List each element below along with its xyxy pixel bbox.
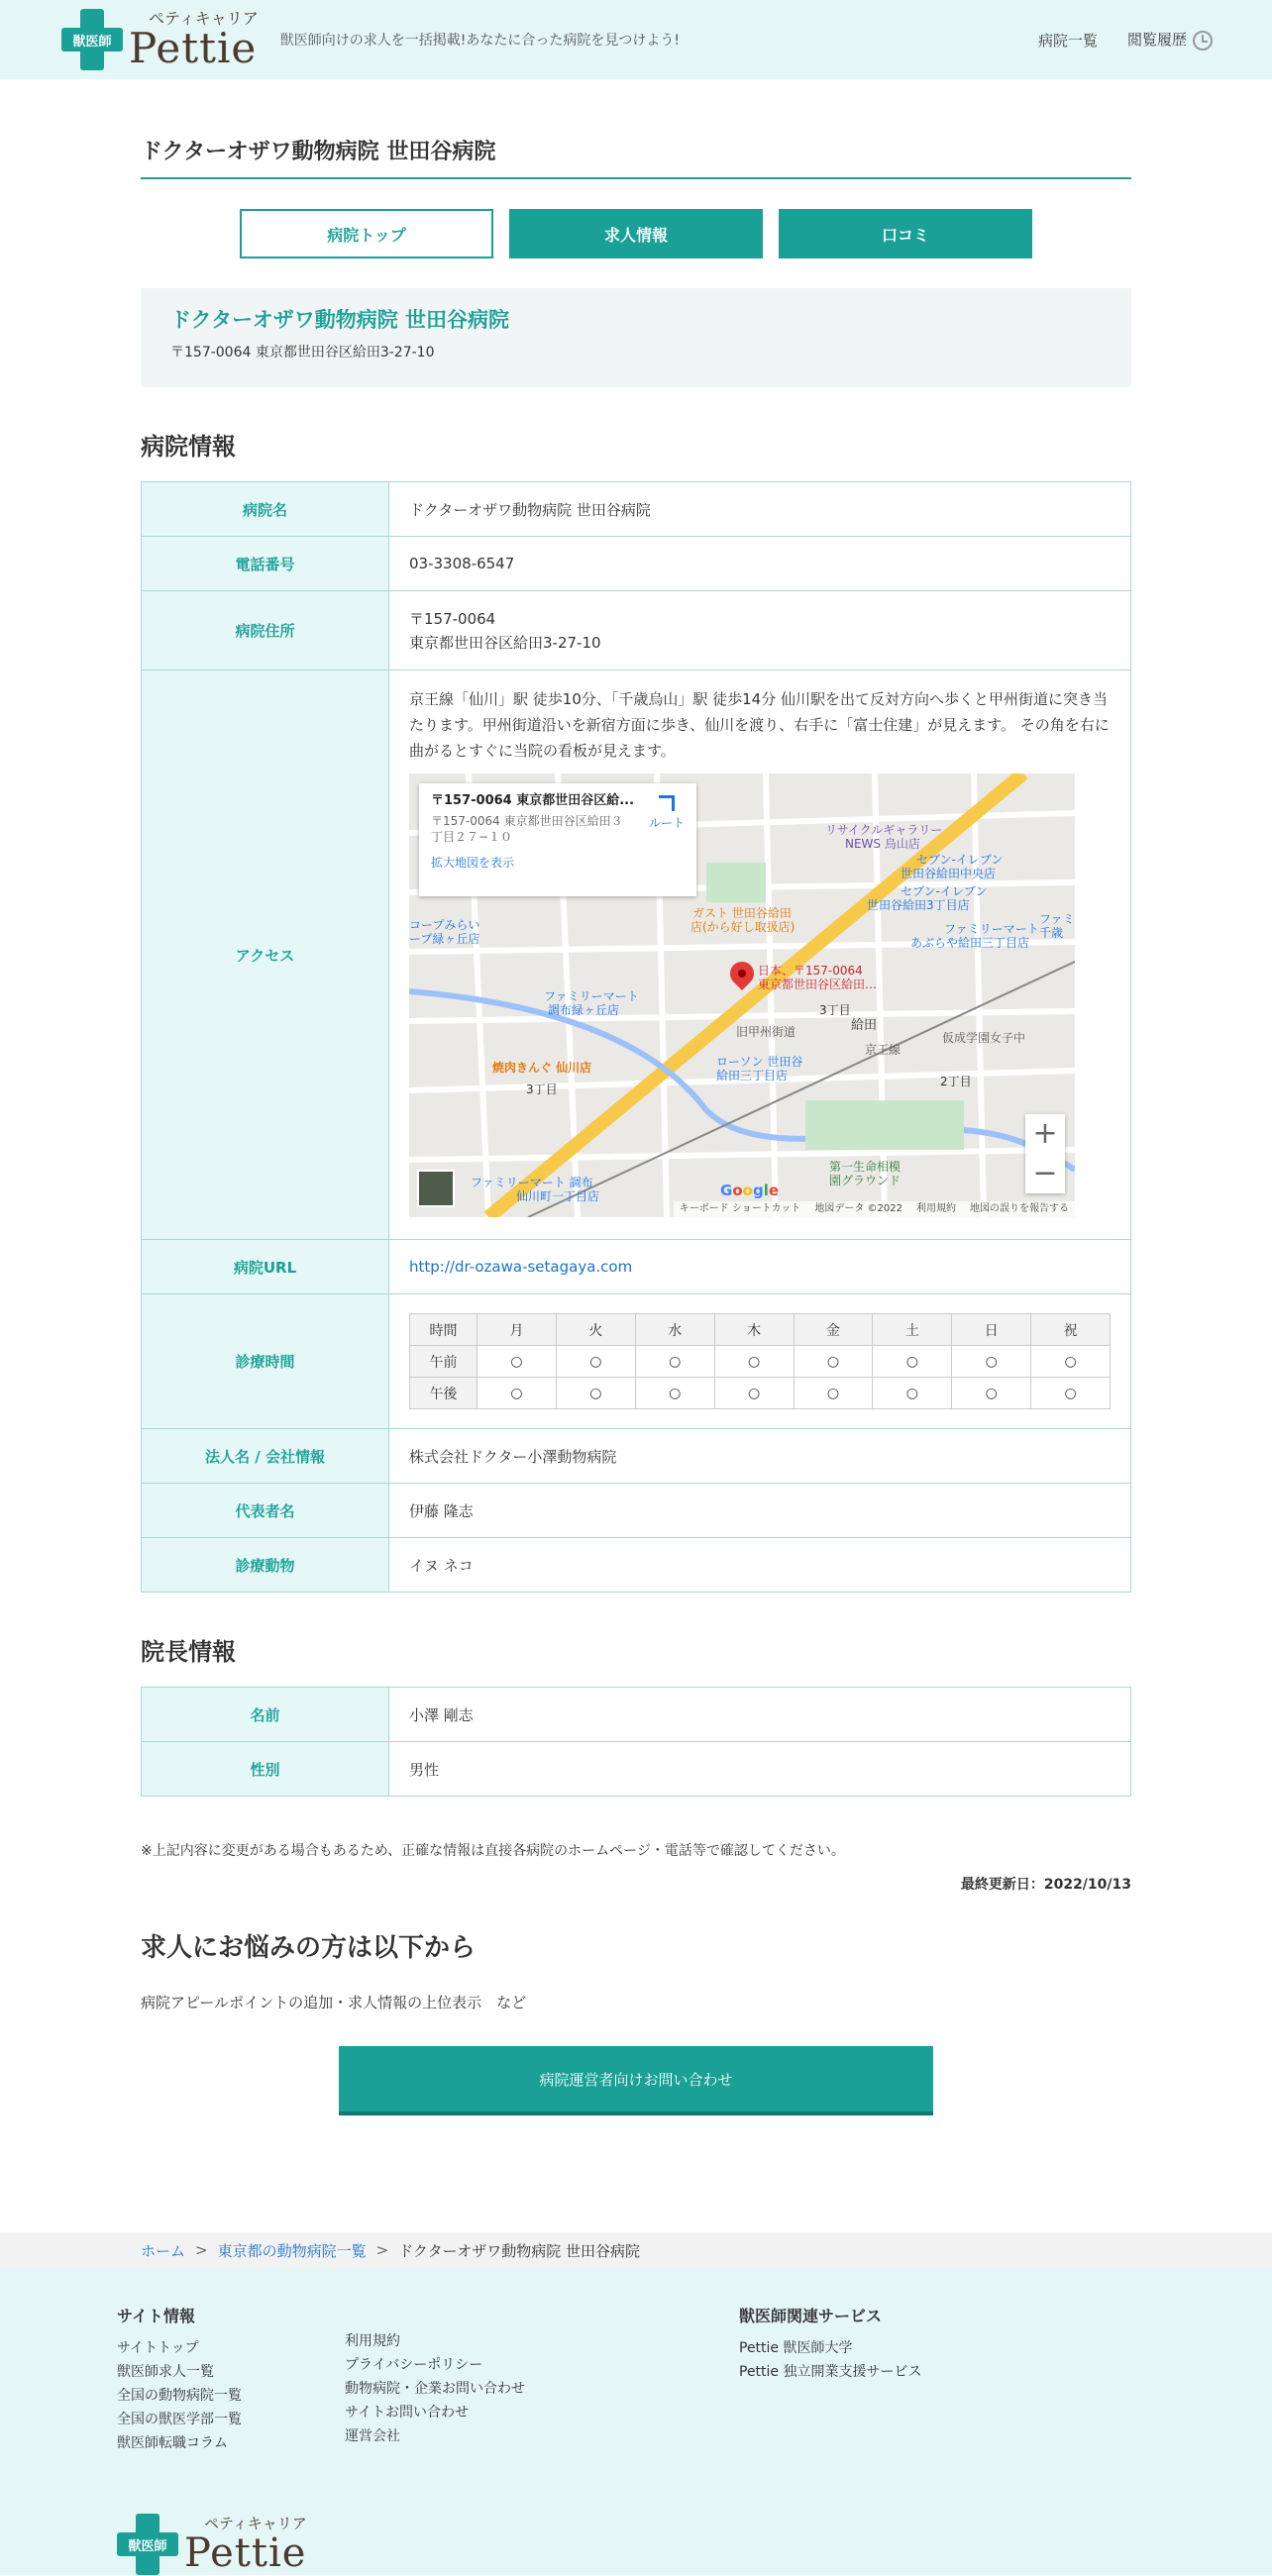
schedule-header: 金: [794, 1314, 873, 1346]
footer-link[interactable]: サイトお問い合わせ: [345, 2405, 470, 2421]
map-label: 世田谷給田3丁目店: [867, 898, 970, 912]
table-row: [142, 482, 1131, 537]
schedule-row-pm: [410, 1378, 1111, 1409]
footer-site-info-title: サイト情報: [117, 2307, 195, 2325]
schedule-cell: ○: [1031, 1346, 1111, 1378]
map-label: 2丁目: [940, 1075, 972, 1088]
map-label: 3丁目: [819, 1003, 851, 1017]
map-label: 3丁目: [526, 1082, 558, 1096]
table-row: [142, 1742, 1131, 1797]
table-row: [142, 537, 1131, 591]
footer-link[interactable]: サイトトップ: [117, 2340, 199, 2356]
satellite-toggle[interactable]: [417, 1170, 455, 1207]
schedule-header: 火: [556, 1314, 635, 1346]
schedule-header: 時間: [410, 1314, 477, 1346]
representative-value: 伊藤 隆志: [389, 1484, 1131, 1538]
map-label: セブン-イレブン: [901, 884, 988, 898]
phone-value: 03-3308-6547: [389, 537, 1131, 591]
nav-hospital-list[interactable]: 病院一覧: [1037, 31, 1098, 50]
hospital-summary-address: 〒157-0064 東京都世田谷区給田3-27-10: [170, 345, 435, 361]
site-header: [0, 0, 1272, 79]
footer-link[interactable]: 利用規約: [345, 2333, 400, 2349]
phone-label: 電話番号: [142, 537, 389, 591]
table-row: [142, 1688, 1131, 1742]
pin-label-line1: 日本、〒157-0064: [758, 964, 863, 978]
map-label: あぶらや給田三丁目店: [910, 936, 1030, 950]
view-larger-map-link[interactable]: 拡大地図を表示: [431, 856, 515, 870]
cross-logo-icon: [61, 9, 123, 70]
breadcrumb-separator: >: [375, 2241, 389, 2259]
breadcrumb-tokyo-list[interactable]: 東京都の動物病院一覧: [217, 2241, 367, 2260]
site-logo[interactable]: [61, 9, 259, 70]
address-cell: [389, 591, 1131, 670]
map-label: 旧甲州街道: [736, 1025, 796, 1039]
footer-site-info: [117, 2304, 242, 2455]
breadcrumb-home[interactable]: ホーム: [141, 2241, 186, 2260]
footer-link[interactable]: 全国の動物病院一覧: [117, 2388, 242, 2404]
address-postal: 〒157-0064: [409, 609, 496, 628]
schedule-table: [409, 1313, 1111, 1409]
footer-related-services: [739, 2304, 922, 2384]
director-name-value: 小澤 剛志: [389, 1688, 1131, 1742]
map-label: 焼肉きんぐ 仙川店: [492, 1061, 592, 1075]
clock-icon: [1193, 31, 1213, 51]
page-title: ドクターオザワ動物病院 世田谷病院: [141, 135, 1131, 179]
map-label: ファミ: [1039, 912, 1075, 926]
map-label: リサイクルギャラリー: [825, 823, 943, 837]
schedule-header: 木: [714, 1314, 794, 1346]
tab-job-info[interactable]: 求人情報: [509, 209, 763, 258]
company-label: 法人名 / 会社情報: [142, 1429, 389, 1484]
schedule-cell: ○: [952, 1378, 1031, 1409]
table-row: [142, 1240, 1131, 1294]
footer-related-title: 獣医師関連サービス: [739, 2307, 883, 2325]
hospital-name-label: 病院名: [142, 482, 389, 537]
access-label: アクセス: [142, 670, 389, 1240]
logo-badge-text: 獣医師: [128, 2539, 167, 2554]
directions-icon: [659, 795, 675, 811]
map-label: ープ緑ヶ丘店: [409, 932, 480, 946]
map-label: 千歳: [1039, 926, 1064, 940]
table-row: [142, 1538, 1131, 1593]
disclaimer-note: ※上記内容に変更がある場合もあるため、正確な情報は直接各病院のホームページ・電話等で確認してください。: [141, 1843, 845, 1859]
schedule-cell: ○: [556, 1346, 635, 1378]
schedule-cell: ○: [635, 1346, 714, 1378]
schedule-row-label: 午後: [410, 1378, 477, 1409]
animals-label: 診療動物: [142, 1538, 389, 1593]
header-nav: [1038, 29, 1213, 51]
map-label: 給田三丁目店: [716, 1069, 789, 1082]
representative-label: 代表者名: [142, 1484, 389, 1538]
schedule-cell: ○: [477, 1346, 557, 1378]
hospital-summary-name: ドクターオザワ動物病院 世田谷病院: [170, 308, 510, 332]
table-row: [142, 1429, 1131, 1484]
tab-reviews[interactable]: 口コミ: [779, 209, 1032, 258]
pin-label-line2: 東京都世田谷区給田…: [758, 978, 878, 991]
hospital-info-title: 病院情報: [141, 433, 236, 461]
footer-link[interactable]: 動物病院・企業お問い合わせ: [345, 2381, 525, 2397]
footer-link[interactable]: Pettie 獣医師大学: [739, 2340, 853, 2356]
breadcrumb: [0, 2232, 1272, 2268]
map-label: ローソン 世田谷: [716, 1055, 803, 1069]
schedule-header: 月: [477, 1314, 557, 1346]
keyboard-shortcuts-link[interactable]: キーボード ショートカット: [679, 1203, 801, 1214]
map-label: 世田谷給田中央店: [901, 867, 997, 880]
cta-title: 求人にお悩みの方は以下から: [141, 1933, 477, 1963]
map-label: 京王線: [865, 1043, 901, 1057]
table-row: [142, 591, 1131, 670]
map-footer: [674, 1201, 1075, 1217]
map-label: セブン-イレブン: [916, 853, 1004, 867]
map-label: ガスト 世田谷給田: [692, 906, 792, 920]
schedule-cell: ○: [556, 1378, 635, 1409]
hospital-summary-box: [141, 288, 1131, 387]
map-label: NEWS 烏山店: [845, 837, 920, 851]
cta-subtitle: 病院アピールポイントの追加・求人情報の上位表示 など: [141, 1994, 527, 2011]
map-label: ファミリーマート 調布: [471, 1176, 593, 1189]
popup-title: 〒157-0064 東京都世田谷区給...: [431, 793, 635, 808]
route-label: ルート: [648, 816, 685, 830]
map-zoom-control: [1025, 1114, 1065, 1193]
logo-subtitle: ペティキャリア: [149, 9, 259, 28]
map-label: 給田: [851, 1018, 878, 1033]
footer-link[interactable]: Pettie 独立開業支援サービス: [739, 2364, 922, 2380]
google-logo: Google: [720, 1182, 780, 1199]
schedule-row-am: [410, 1346, 1111, 1378]
footer-link[interactable]: 全国の獣医学部一覧: [117, 2412, 242, 2427]
schedule-header: 水: [635, 1314, 714, 1346]
map-label: 第一生命相模: [829, 1160, 901, 1174]
route-button[interactable]: [649, 795, 685, 831]
popup-address: 〒157-0064 東京都世田谷区給田３丁目２７−１０: [431, 814, 623, 844]
schedule-cell: ○: [873, 1378, 952, 1409]
schedule-cell: ○: [714, 1378, 794, 1409]
hours-label: 診療時間: [142, 1294, 389, 1429]
footer-link[interactable]: 獣医師転職コラム: [117, 2435, 228, 2451]
schedule-cell: ○: [477, 1378, 557, 1409]
access-cell: [389, 670, 1131, 1240]
schedule-cell: ○: [794, 1378, 873, 1409]
cross-logo-icon: [117, 2514, 178, 2575]
director-info-table: [141, 1687, 1131, 1797]
logo-badge-text: 獣医師: [72, 35, 112, 50]
main-content: [141, 135, 1131, 2112]
address-label: 病院住所: [142, 591, 389, 670]
map-label: 仮成学園女子中: [942, 1031, 1026, 1045]
embedded-map[interactable]: [409, 773, 1075, 1217]
animals-value: イヌ ネコ: [389, 1538, 1131, 1593]
footer-link[interactable]: 運営会社: [345, 2428, 400, 2444]
zoom-out-button[interactable]: −: [1032, 1156, 1058, 1190]
map-data-credit: 地図データ ©2022: [814, 1203, 902, 1214]
schedule-header-row: [410, 1314, 1111, 1346]
schedule-row-label: 午前: [410, 1346, 477, 1378]
map-label: 調布緑ヶ丘店: [548, 1003, 620, 1017]
schedule-header: 祝: [1031, 1314, 1111, 1346]
table-row: [142, 670, 1131, 1240]
tab-hospital-top[interactable]: 病院トップ: [240, 209, 493, 258]
table-row: [142, 1294, 1131, 1429]
nav-browsing-history[interactable]: [1127, 29, 1213, 51]
schedule-cell: ○: [794, 1346, 873, 1378]
site-footer: [0, 2268, 1272, 2575]
nav-history-label: 閲覧履歴: [1126, 31, 1187, 50]
logo-subtitle: ペティキャリア: [204, 2515, 307, 2532]
company-value: 株式会社ドクター小澤動物病院: [389, 1429, 1131, 1484]
last-updated: 最終更新日：2022/10/13: [960, 1877, 1131, 1893]
map-label: 仙川町一丁目店: [516, 1189, 600, 1203]
map-terms-link[interactable]: 利用規約: [916, 1203, 956, 1214]
header-tagline: 獣医師向けの求人を一括掲載!あなたに合った病院を見つけよう!: [279, 33, 680, 49]
schedule-header: 土: [873, 1314, 952, 1346]
url-label: 病院URL: [142, 1240, 389, 1294]
map-label: 店(から好し取扱店): [690, 920, 795, 934]
footer-link[interactable]: 獣医師求人一覧: [117, 2364, 214, 2380]
hours-cell: [389, 1294, 1131, 1429]
hospital-info-table: [141, 481, 1131, 1593]
footer-site-info-2: [345, 2329, 525, 2448]
schedule-cell: ○: [714, 1346, 794, 1378]
schedule-header: 日: [952, 1314, 1031, 1346]
map-label: ファミリーマート: [944, 922, 1039, 936]
access-text: 京王線「仙川」駅 徒歩10分、「千歳烏山」駅 徒歩14分 仙川駅を出て反対方向へ歩くと甲州街道に突き当たります。甲州街道沿いを新宿方面に歩き、仙川を渡り、右手に「富士住建」が見えます。 その角を右に曲がるとすぐに当院の看板が見えます。: [409, 690, 1110, 760]
zoom-in-button[interactable]: +: [1032, 1116, 1058, 1151]
address-value: 東京都世田谷区給田3-27-10: [409, 633, 601, 652]
contact-operator-button[interactable]: 病院運営者向けお問い合わせ: [339, 2046, 933, 2112]
breadcrumb-current: ドクターオザワ動物病院 世田谷病院: [398, 2241, 641, 2260]
footer-logo[interactable]: [117, 2514, 307, 2575]
schedule-cell: ○: [1031, 1378, 1111, 1409]
director-gender-value: 男性: [389, 1742, 1131, 1797]
logo-wordmark: Pettie: [184, 2530, 307, 2576]
schedule-cell: ○: [952, 1346, 1031, 1378]
hospital-name-value: ドクターオザワ動物病院 世田谷病院: [389, 482, 1131, 537]
map-info-popup: [419, 783, 696, 896]
map-label: 園グラウンド: [829, 1174, 901, 1187]
footer-link[interactable]: プライバシーポリシー: [345, 2357, 483, 2373]
hospital-tabs: [141, 209, 1131, 258]
breadcrumb-separator: >: [195, 2241, 208, 2259]
director-name-label: 名前: [142, 1688, 389, 1742]
director-gender-label: 性別: [142, 1742, 389, 1797]
director-info-title: 院長情報: [141, 1638, 236, 1666]
table-row: [142, 1484, 1131, 1538]
hospital-url-link[interactable]: http://dr-ozawa-setagaya.com: [409, 1258, 633, 1276]
map-label: ファミリーマート: [544, 989, 639, 1003]
map-report-link[interactable]: 地図の誤りを報告する: [970, 1203, 1069, 1214]
map-label: コープみらい: [409, 918, 480, 932]
schedule-cell: ○: [873, 1346, 952, 1378]
logo-wordmark: Pettie: [129, 24, 258, 72]
schedule-cell: ○: [635, 1378, 714, 1409]
